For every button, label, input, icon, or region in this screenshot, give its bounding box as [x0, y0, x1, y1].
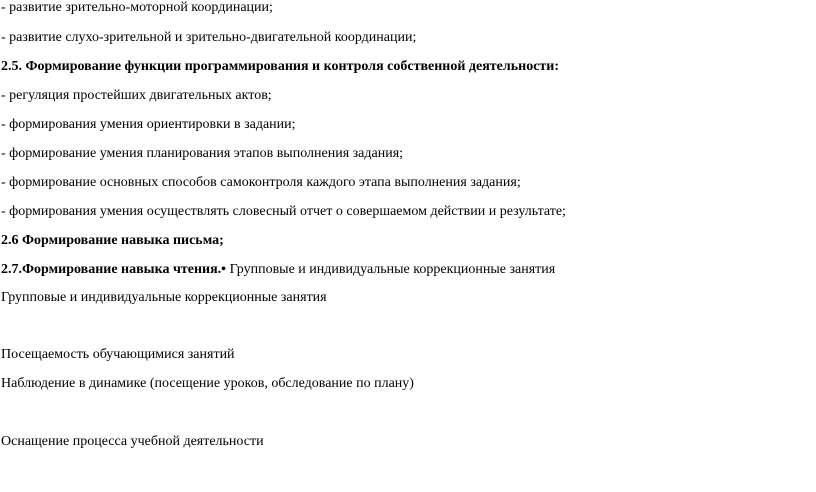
- section-heading-2-6: 2.6 Формирование навыка письма;: [1, 233, 224, 248]
- text-line-motor-coordination: - развитие зрительно-моторной координации;: [1, 0, 273, 15]
- text-line-motor-acts: - регуляция простейших двигательных актов;: [1, 88, 272, 103]
- bullet-icon: •: [221, 262, 227, 277]
- text-line-self-control: - формирование основных способов самоконтроля каждого этапа выполнения задания;: [1, 175, 521, 190]
- section-heading-2-7-title: 2.7.Формирование навыка чтения.: [1, 262, 222, 277]
- text-line-planning: - формирование умения планирования этапов выполнения задания;: [1, 146, 404, 161]
- text-line-orientation: - формирования умения ориентировки в задании;: [1, 117, 296, 132]
- text-line-verbal-report: - формирования умения осуществлять словесный отчет о совершаемом действии и результате;: [1, 204, 566, 219]
- text-line-attendance: Посещаемость обучающимися занятий: [1, 347, 235, 362]
- section-heading-2-7: [1, 262, 555, 278]
- text-line-equipment: Оснащение процесса учебной деятельности: [1, 434, 264, 449]
- text-line-dynamic-observation: Наблюдение в динамике (посещение уроков, обследование по плану): [1, 376, 414, 391]
- section-heading-2-5: 2.5. Формирование функции программирования и контроля собственной деятельности:: [1, 59, 560, 74]
- section-heading-2-7-text: Групповые и индивидуальные коррекционные занятия: [226, 262, 556, 277]
- text-line-group-classes: Групповые и индивидуальные коррекционные занятия: [1, 290, 327, 305]
- text-line-auditory-coordination: - развитие слухо-зрительной и зрительно-двигательной координации;: [1, 30, 417, 45]
